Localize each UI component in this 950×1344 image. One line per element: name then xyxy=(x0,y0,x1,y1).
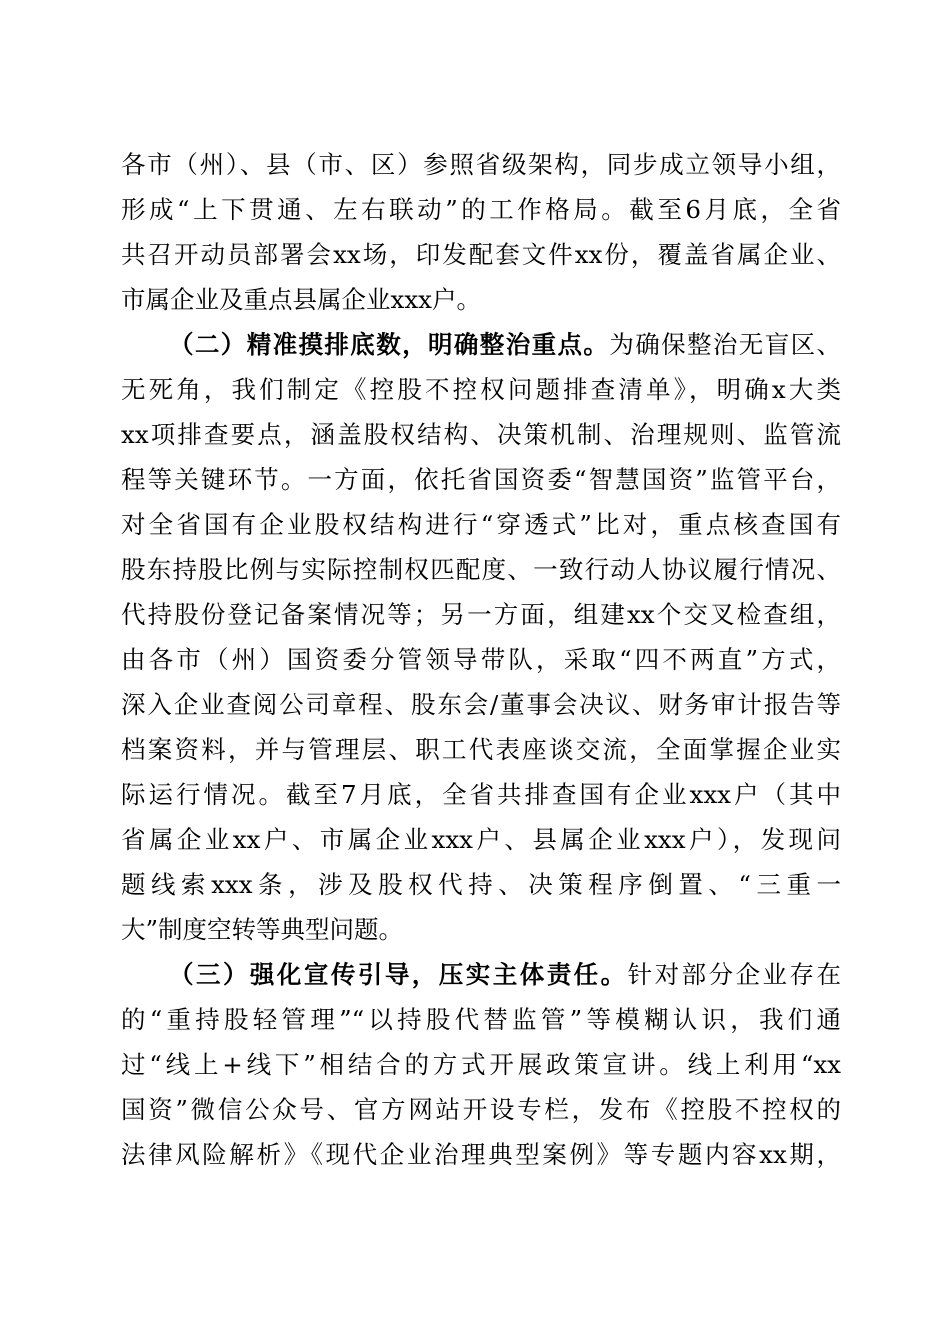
text-line: 无死角，我们制定《控股不控权问题排查清单》，明确x大类 xyxy=(121,375,841,404)
text-line: 的“重持股轻管理”“以持股代替监管”等模糊认识，我们通 xyxy=(121,1005,841,1034)
text-span: 针对部分企业存在 xyxy=(627,960,842,989)
paragraph-first-line xyxy=(169,958,841,992)
section-heading: （二）精准摸排底数，明确整治重点。 xyxy=(169,330,610,359)
text-span: 为确保整治无盲区、 xyxy=(609,330,842,359)
text-line: 共召开动员部署会xx场，印发配套文件xx份，覆盖省属企业、 xyxy=(121,240,841,269)
text-line: 股东持股比例与实际控制权匹配度、一致行动人协议履行情况、 xyxy=(121,555,841,584)
text-line: 深入企业查阅公司章程、股东会/董事会决议、财务审计报告等 xyxy=(121,690,841,719)
text-line: 际运行情况。截至7月底，全省共排查国有企业xxx户（其中 xyxy=(121,780,841,809)
text-line: 代持股份登记备案情况等；另一方面，组建xx个交叉检查组， xyxy=(121,600,841,629)
text-line: xx项排查要点，涵盖股权结构、决策机制、治理规则、监管流 xyxy=(121,420,841,449)
text-line: 由各市（州）国资委分管领导带队，采取“四不两直”方式， xyxy=(121,645,841,674)
text-line: 市属企业及重点县属企业xxx户。 xyxy=(121,285,481,314)
text-line: 法律风险解析》《现代企业治理典型案例》等专题内容xx期， xyxy=(121,1140,841,1169)
text-line: 省属企业xx户、市属企业xxx户、县属企业xxx户），发现问 xyxy=(121,825,841,854)
text-line: 题线索xxx条，涉及股权代持、决策程序倒置、“三重一 xyxy=(121,870,841,899)
text-line: 程等关键环节。一方面，依托省国资委“智慧国资”监管平台， xyxy=(121,465,841,494)
paragraph-first-line xyxy=(169,328,841,362)
text-line: 档案资料，并与管理层、职工代表座谈交流，全面掌握企业实 xyxy=(121,735,841,764)
section-heading: （三）强化宣传引导，压实主体责任。 xyxy=(169,960,628,989)
text-line: 国资”微信公众号、官方网站开设专栏，发布《控股不控权的 xyxy=(121,1095,841,1124)
text-line: 对全省国有企业股权结构进行“穿透式”比对，重点核查国有 xyxy=(121,510,841,539)
text-line: 大”制度空转等典型问题。 xyxy=(121,915,404,944)
text-line: 各市（州）、县（市、区）参照省级架构，同步成立领导小组， xyxy=(121,150,841,179)
text-line: 过“线上+线下”相结合的方式开展政策宣讲。线上利用“xx xyxy=(121,1050,841,1079)
text-line: 形成“上下贯通、左右联动”的工作格局。截至6月底，全省 xyxy=(121,195,841,224)
